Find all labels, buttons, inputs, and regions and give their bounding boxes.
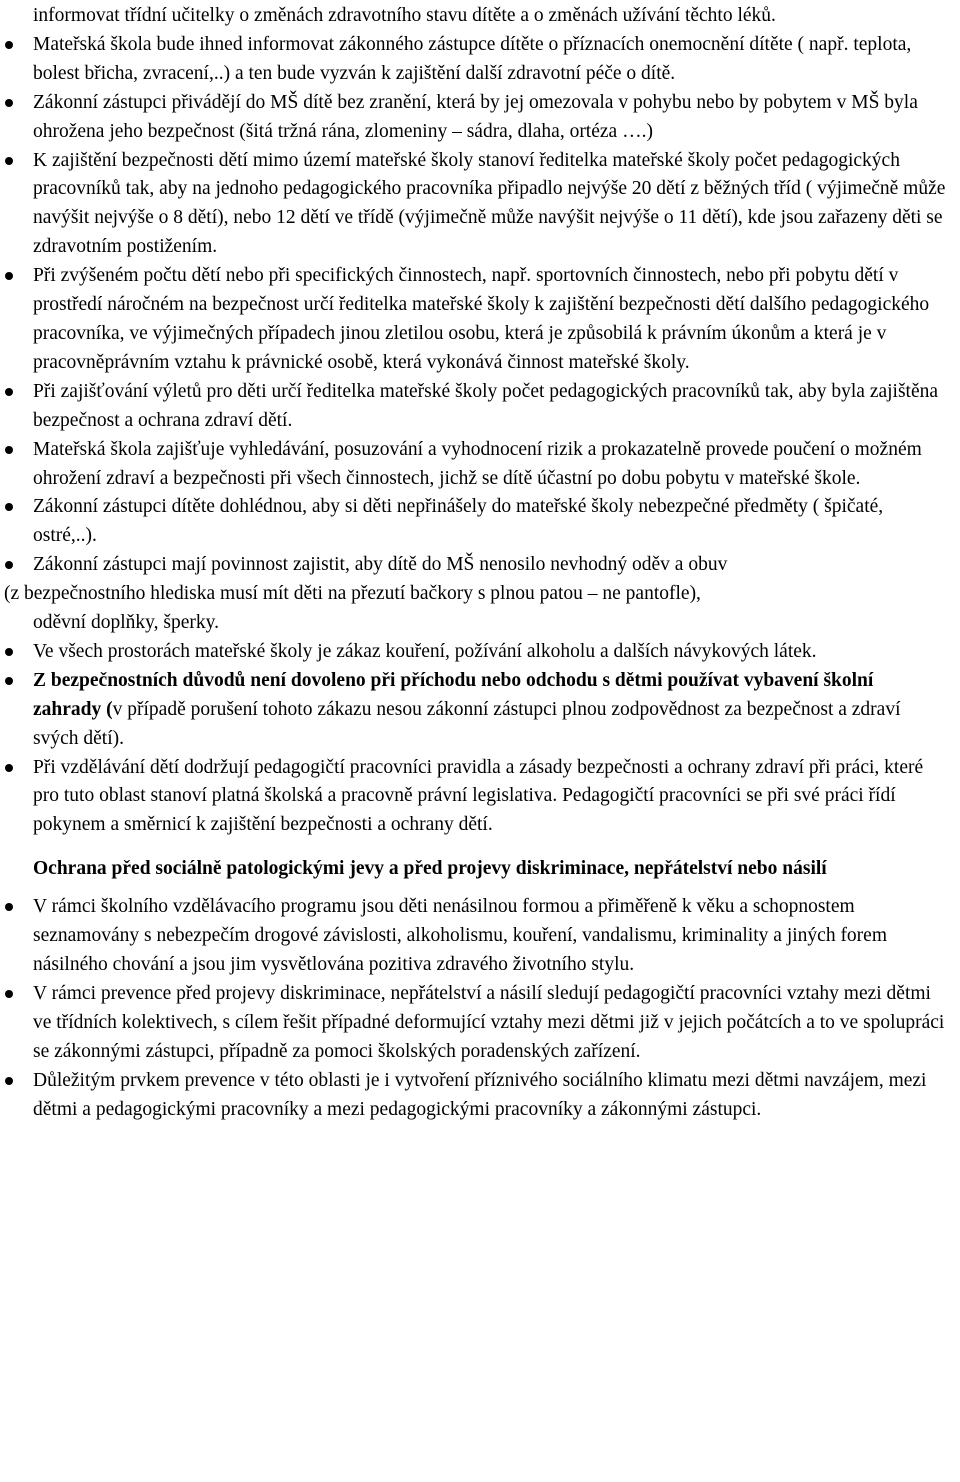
bullet-icon <box>5 272 13 280</box>
clothing-line-1: Zákonní zástupci mají povinnost zajistit, aby dítě do MŠ nenosilo nevhodný oděv a obuv <box>33 554 728 576</box>
bullet-icon <box>5 764 13 772</box>
bullet-icon <box>5 648 13 656</box>
bullet-icon <box>5 41 13 49</box>
safety-rules-list <box>4 31 946 840</box>
bullet-icon <box>5 990 13 998</box>
section-heading: Ochrana před sociálně patologickými jevy a před projevy diskriminace, nepřátelství nebo násilí <box>33 858 827 880</box>
clothing-line-3: oděvní doplňky, šperky. <box>33 612 219 634</box>
bullet-icon <box>5 99 13 107</box>
list-item <box>33 31 946 89</box>
bullet-icon <box>5 677 13 685</box>
list-item <box>33 378 946 436</box>
list-item-text: Při vzdělávání dětí dodržují pedagogičtí pracovníci pravidla a zásady bezpečnosti a ochrany zdraví při práci, které pro tuto oblast stanoví platná školská a pracovně právní legislativa. Pedagogičtí pracovníci se při své práci řídí pokynem a směrnicí k zajištění bezpečnosti a ochrany dětí. <box>33 756 924 836</box>
list-item-text: Zákonní zástupci dítěte dohlédnou, aby si děti nepřinášely do mateřské školy nebezpečné předměty ( špičaté, ostré,..). <box>33 496 884 547</box>
bullet-icon <box>5 503 13 511</box>
list-item-text: Při zajišťování výletů pro děti určí ředitelka mateřské školy počet pedagogických pracovníků tak, aby byla zajištěna bezpečnost a ochrana zdraví dětí. <box>33 380 939 431</box>
bullet-icon <box>5 561 13 569</box>
list-item-text: K zajištění bezpečnosti dětí mimo území mateřské školy stanoví ředitelka mateřské školy počet pedagogických pracovníků tak, aby na jednoho pedagogického pracovníka připadlo nejvýše 20 dětí z běžných tříd ( výjimečně může navýšit nejvýše o 8 dětí), nebo 12 dětí ve třídě (výjimečně může navýšit nejvýše o 11 dětí), kde jsou zařazeny děti se zdravotním postižením. <box>33 149 946 258</box>
bullet-icon <box>5 903 13 911</box>
list-item-text: Ve všech prostorách mateřské školy je zákaz kouření, požívání alkoholu a dalších návykových látek. <box>33 640 817 662</box>
list-item-text: Důležitým prvkem prevence v této oblasti je i vytvoření příznivého sociálního klimatu mezi dětmi navzájem, mezi dětmi a pedagogickými pracovníky a mezi pedagogickými pracovníky a zákonnými zástupci. <box>33 1069 927 1120</box>
bullet-icon <box>5 388 13 396</box>
bullet-icon <box>5 446 13 454</box>
garden-warning-text: v případě porušení tohoto zákazu nesou zákonní zástupci plnou zodpovědnost za bezpečnost a zdraví svých dětí). <box>33 698 901 749</box>
list-item-text: Mateřská škola zajišťuje vyhledávání, posuzování a vyhodnocení rizik a prokazatelně provede poučení o možném ohrožení zdraví a bezpečnosti při všech činnostech, jichž se dítě účastní po dobu pobytu v mateřské škole. <box>33 438 922 489</box>
list-item <box>33 980 946 1067</box>
list-item <box>33 638 946 667</box>
list-item <box>33 754 946 841</box>
list-item-text: Při zvýšeném počtu dětí nebo při specifických činnostech, např. sportovních činnostech, nebo při pobytu dětí v prostředí náročném na bezpečnost určí ředitelka mateřské školy k zajištění bezpečnosti dětí dalšího pedagogického pracovníka, ve výjimečných případech jinou zletilou osobu, která je způsobilá k právním úkonům a která je v pracovněprávním vztahu k právnické osobě, která vykonává činnost mateřské školy. <box>33 265 930 373</box>
bullet-icon <box>5 157 13 165</box>
list-item-text: V rámci prevence před projevy diskriminace, nepřátelství a násilí sledují pedagogičtí pracovníci vztahy mezi dětmi ve třídních kolektivech, s cílem řešit případné deformující vztahy mezi dětmi již v jejich počátcích a to ve spolupráci se zákonnými zástupci, případně za pomoci školských poradenských zařízení. <box>33 982 945 1062</box>
list-item <box>33 147 946 263</box>
intro-continuation: informovat třídní učitelky o změnách zdravotního stavu dítěte a o změnách užívání těchto léků. <box>33 5 776 26</box>
garden-list-item <box>33 667 946 754</box>
garden-warning-bold: Z bezpečnostních důvodů není dovoleno při příchodu nebo odchodu s dětmi používat vybavení školní zahrady ( <box>33 669 874 720</box>
list-item <box>33 493 946 551</box>
list-item-text: V rámci školního vzdělávacího programu jsou děti nenásilnou formou a přiměřeně k věku a schopnostem seznamovány s nebezpečím drogové závislosti, alkoholismu, kouření, vandalismu, kriminality a jiných forem násilného chování a jsou jim vysvětlována pozitiva zdravého životního stylu. <box>33 896 888 975</box>
clothing-list-item <box>4 551 946 638</box>
list-item-text: Mateřská škola bude ihned informovat zákonného zástupce dítěte o příznacích onemocnění dítěte ( např. teplota, bolest břicha, zvracení,..) a ten bude vyzván k zajištění další zdravotní péče o dítě. <box>33 33 912 84</box>
list-item <box>33 89 946 147</box>
list-item-text: Zákonní zástupci přivádějí do MŠ dítě bez zranění, která by jej omezovala v pohybu nebo by pobytem v MŠ byla ohrožena jeho bezpečnost (šitá tržná rána, zlomeniny – sádra, dlaha, ortéza ….) <box>33 91 918 142</box>
list-item <box>33 262 946 378</box>
list-item <box>33 893 946 980</box>
bullet-icon <box>5 1077 13 1085</box>
clothing-line-2: (z bezpečnostního hlediska musí mít děti na přezutí bačkory s plnou patou – ne pantofle), <box>4 583 701 605</box>
prevention-list <box>33 893 946 1124</box>
list-item <box>33 1067 946 1125</box>
list-item <box>33 436 946 494</box>
